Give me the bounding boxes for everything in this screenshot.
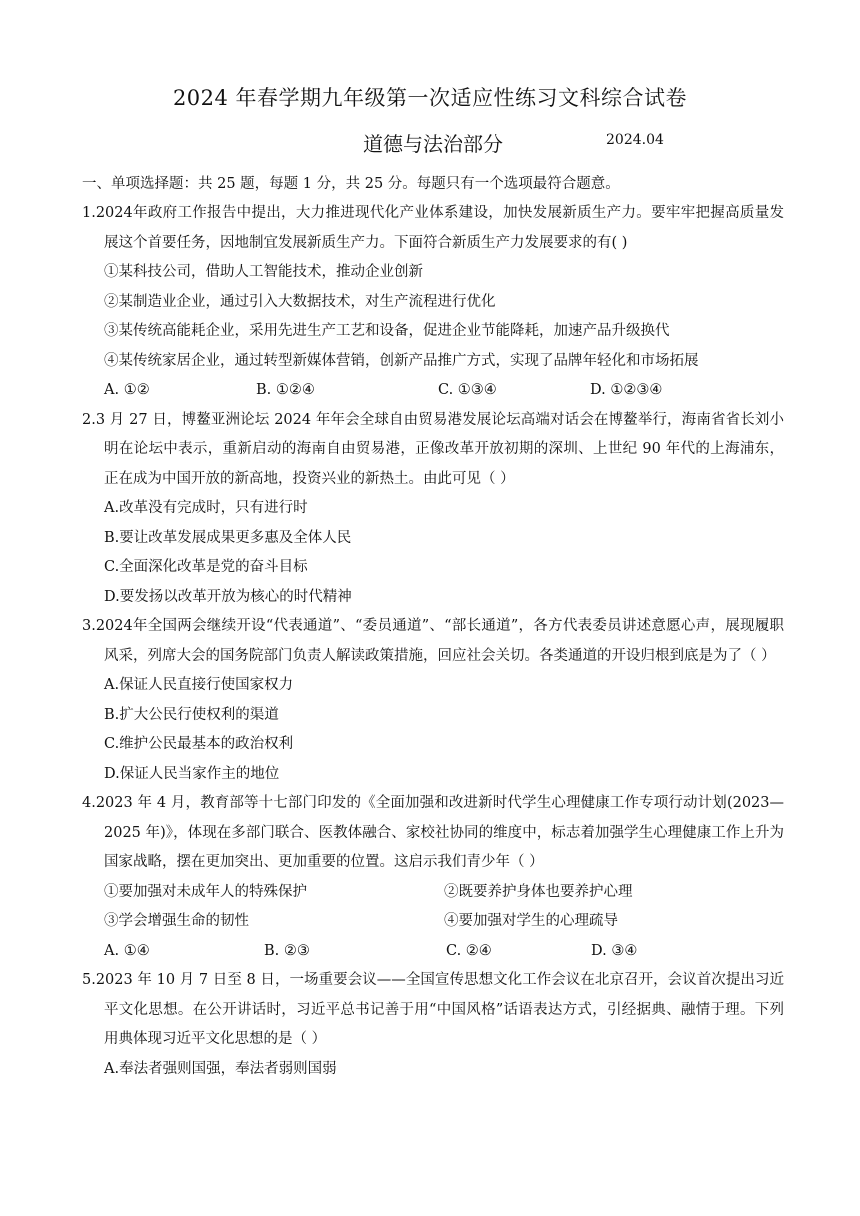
option-c: C. ②④ xyxy=(446,942,492,959)
subtitle-row xyxy=(0,128,860,158)
question-stem: 1.2024年政府工作报告中提出，大力推进现代化产业体系建设，加快发展新质生产力。要牢牢把握高质量发展这个首要任务，因地制宜发展新质生产力。下面符合新质生产力发展要求的有( ) xyxy=(82,205,784,251)
option-d: D. ③④ xyxy=(591,942,638,959)
answer-options xyxy=(82,376,784,406)
question-3 xyxy=(82,612,784,789)
statement-item: ④某传统家居企业，通过转型新媒体营销，创新产品推广方式，实现了品牌年轻化和市场拓展 xyxy=(104,352,699,369)
question-stem: 5.2023 年 10 月 7 日至 8 日，一场重要会议——全国宣传思想文化工作会议在北京召开，会议首次提出习近平文化思想。在公开讲话时，习近平总书记善于用“中国风格”话语表达方式，引经据典、融情于理。下列用典体现习近平文化思想的是（ ） xyxy=(82,972,784,1047)
statement-row xyxy=(82,878,784,908)
option-b: B. ①②④ xyxy=(256,382,315,398)
question-4 xyxy=(82,789,784,966)
statement-item: ④要加强对学生的心理疏导 xyxy=(444,913,618,929)
exam-date: 2024.04 xyxy=(606,132,664,148)
question-stem: 3.2024年全国两会继续开设“代表通道”、“委员通道”、“部长通道”，各方代表委员讲述意愿心声，展现履职风采，列席大会的国务院部门负责人解读政策措施，回应社会关切。各类通道的开设归根到底是为了（ ） xyxy=(82,618,784,664)
answer-options xyxy=(82,937,784,967)
option-c: C.全面深化改革是党的奋斗目标 xyxy=(104,559,308,575)
option-b: B. ②③ xyxy=(264,942,310,959)
statement-item: ③某传统高能耗企业，采用先进生产工艺和设备，促进企业节能降耗，加速产品升级换代 xyxy=(104,323,670,339)
option-a: A.改革没有完成时，只有进行时 xyxy=(104,500,308,516)
exam-subtitle: 道德与法治部分 xyxy=(363,132,503,156)
question-2 xyxy=(82,406,784,613)
section-heading: 一、单项选择题：共 25 题，每题 1 分，共 25 分。每题只有一个选项最符合题意。 xyxy=(82,176,620,192)
statement-item: ②既要养护身体也要养护心理 xyxy=(444,883,633,900)
question-stem: 2.3 月 27 日，博鳌亚洲论坛 2024 年年会全球自由贸易港发展论坛高端对话会在博鳌举行，海南省省长刘小明在论坛中表示，重新启动的海南自由贸易港，正像改革开放初期的深圳、上世纪 90 年代的上海浦东，正在成为中国开放的新高地，投资兴业的新热土。由此可见（ ） xyxy=(82,411,784,487)
statement-item: ②某制造业企业，通过引入大数据技术，对生产流程进行优化 xyxy=(104,293,496,310)
question-1 xyxy=(82,199,784,406)
option-a: A. ①④ xyxy=(104,942,150,959)
option-a: A.奉法者强则国强，奉法者弱则国弱 xyxy=(104,1060,337,1077)
statement-item: ①要加强对未成年人的特殊保护 xyxy=(104,883,307,900)
question-list xyxy=(82,199,784,1084)
option-a: A.保证人民直接行使国家权力 xyxy=(104,677,294,693)
statement-item: ①某科技公司，借助人工智能技术，推动企业创新 xyxy=(104,264,423,280)
question-5 xyxy=(82,966,784,1084)
option-b: B.扩大公民行使权利的渠道 xyxy=(104,706,279,723)
option-d: D.要发扬以改革开放为核心的时代精神 xyxy=(104,588,352,605)
option-a: A. ①② xyxy=(104,382,150,398)
question-stem: 4.2023 年 4 月，教育部等十七部门印发的《全面加强和改进新时代学生心理健康工作专项行动计划(2023—2025 年)》，体现在多部门联合、医教体融合、家校社协同的维度中，标志着加强学生心理健康工作上升为国家战略，摆在更加突出、更加重要的位置。这启示我们青少年（ ） xyxy=(82,795,784,870)
statement-item: ③学会增强生命的韧性 xyxy=(104,913,249,929)
statement-row xyxy=(82,907,784,937)
option-d: D.保证人民当家作主的地位 xyxy=(104,765,280,782)
exam-title: 2024 年春学期九年级第一次适应性练习文科综合试卷 xyxy=(172,86,688,110)
option-c: C. ①③④ xyxy=(438,382,497,398)
option-b: B.要让改革发展成果更多惠及全体人民 xyxy=(104,529,352,546)
option-c: C.维护公民最基本的政治权利 xyxy=(104,736,294,752)
option-d: D. ①②③④ xyxy=(590,382,663,398)
